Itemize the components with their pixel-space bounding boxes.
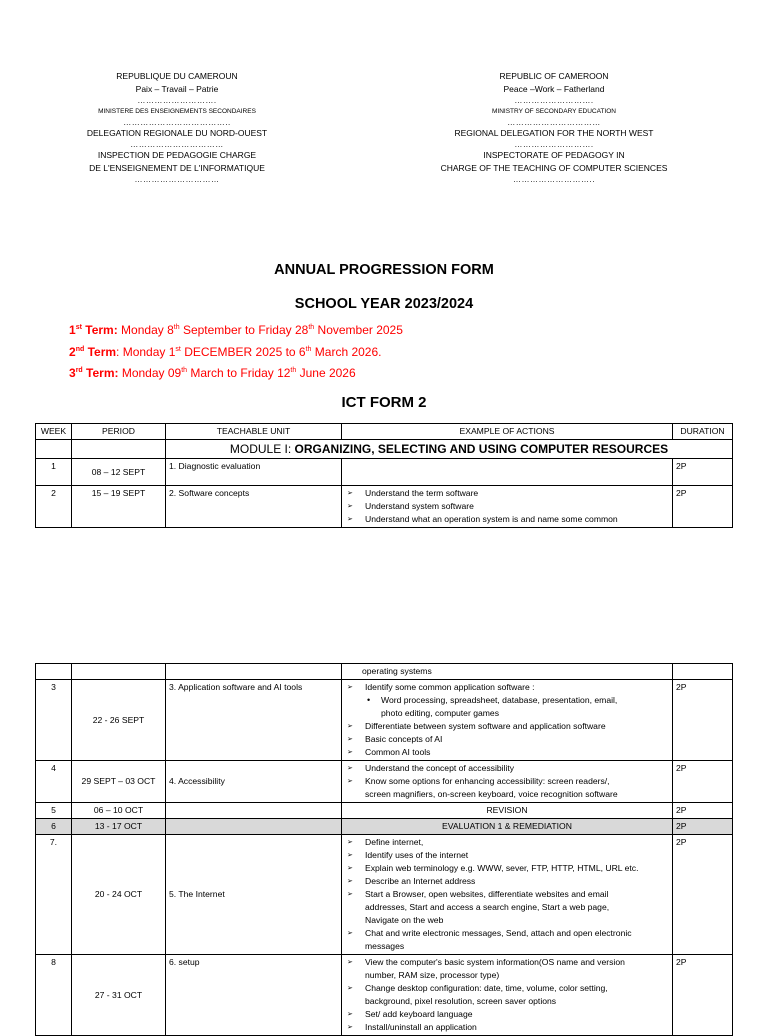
- ministry-fr: MINISTERE DES ENSEIGNEMENTS SECONDAIRES: [98, 108, 256, 115]
- header-period: PERIOD: [72, 424, 166, 440]
- period-cell: 27 - 31 OCT: [72, 955, 166, 1036]
- progression-table-page2: [35, 663, 733, 1036]
- period-cell: 08 – 12 SEPT: [72, 459, 166, 486]
- term-suffix: nd: [75, 346, 85, 353]
- list-item: ➢ Install/uninstall an application: [345, 1021, 669, 1034]
- list-item: ➢ View the computer's basic system information(OS name and version: [345, 956, 669, 969]
- document-title: ANNUAL PROGRESSION FORM: [274, 262, 494, 278]
- date-suffix: th: [173, 324, 180, 331]
- actions-cell: [342, 835, 673, 955]
- inspectorate-en-1: INSPECTORATE OF PEDAGOGY IN: [483, 150, 625, 160]
- duration-cell: 2P: [673, 819, 733, 835]
- period-cell: 29 SEPT – 03 OCT: [72, 761, 166, 803]
- table-row: [36, 459, 733, 486]
- duration-cell: 2P: [673, 835, 733, 955]
- list-item: ➢ Differentiate between system software and application software: [345, 720, 669, 733]
- separator-dots: ……………………………: [130, 140, 224, 149]
- period-cell: 22 - 26 SEPT: [72, 680, 166, 761]
- unit-cell: 4. Accessibility: [166, 761, 342, 803]
- header-unit: TEACHABLE UNIT: [166, 424, 342, 440]
- unit-cell: 6. setup: [166, 955, 342, 1036]
- term-text: March to Friday 12: [187, 366, 291, 380]
- actions-cell: [342, 486, 673, 528]
- period-cell: 06 – 10 OCT: [72, 803, 166, 819]
- unit-cell: 3. Application software and AI tools: [166, 680, 342, 761]
- term-text: Monday 09: [118, 366, 182, 380]
- list-item: ➢ Start a Browser, open websites, differentiate websites and email: [345, 888, 669, 901]
- module-prefix: MODULE I:: [229, 442, 295, 456]
- ministry-en: MINISTRY OF SECONDARY EDUCATION: [491, 108, 616, 115]
- term-text: March 2026.: [311, 345, 382, 359]
- term-text: : Monday 1: [116, 345, 176, 359]
- header-left: [47, 70, 307, 184]
- evaluation-label: EVALUATION 1 & REMEDIATION: [342, 819, 673, 835]
- date-suffix: st: [175, 346, 181, 353]
- continued-text: operating systems: [342, 664, 673, 680]
- separator-dots: …………………………: [134, 175, 220, 184]
- date-suffix: th: [290, 367, 297, 374]
- week-cell: 1: [36, 459, 72, 486]
- week-cell: 8: [36, 955, 72, 1036]
- date-suffix: th: [308, 324, 315, 331]
- motto-fr: Paix – Travail – Patrie: [135, 84, 219, 94]
- term-number: 2: [69, 345, 76, 359]
- module-title: [166, 440, 733, 459]
- term-text: Monday 8: [117, 323, 174, 337]
- motto-en: Peace –Work – Fatherland: [503, 84, 605, 94]
- week-cell: 2: [36, 486, 72, 528]
- table-row: [36, 955, 733, 1036]
- school-year: SCHOOL YEAR 2023/2024: [294, 296, 474, 312]
- list-item-cont: screen magnifiers, on-screen keyboard, voice recognition software: [365, 789, 618, 799]
- duration-cell: 2P: [673, 680, 733, 761]
- separator-dots: ………………………..: [513, 175, 595, 184]
- period-cell: 15 – 19 SEPT: [72, 486, 166, 528]
- table-row: [36, 486, 733, 528]
- term-2: [69, 345, 382, 359]
- term-number: 3: [69, 366, 76, 380]
- table-row: [36, 803, 733, 819]
- list-item-cont: messages: [365, 941, 405, 951]
- actions-cell: [342, 955, 673, 1036]
- list-item: ➢ Understand what an operation system is and name some common: [345, 513, 669, 526]
- list-item: ➢ Chat and write electronic messages, Send, attach and open electronic: [345, 927, 669, 940]
- separator-dots: ………………………………..: [123, 118, 231, 127]
- duration-cell: 2P: [673, 459, 733, 486]
- table-row: [36, 819, 733, 835]
- separator-dots: ……………………….: [514, 96, 594, 105]
- term-label: Term: [87, 345, 117, 359]
- country-name-en: REPUBLIC OF CAMEROON: [499, 71, 609, 81]
- inspection-fr-1: INSPECTION DE PEDAGOGIE CHARGE: [97, 150, 257, 160]
- list-item: ➢ Common AI tools: [345, 746, 669, 759]
- list-item: ➢ Understand system software: [345, 500, 669, 513]
- term-text: November 2025: [314, 323, 403, 337]
- term-text: June 2026: [296, 366, 356, 380]
- unit-cell: 1. Diagnostic evaluation: [166, 459, 342, 486]
- list-subitem-cont: photo editing, computer games: [381, 708, 499, 718]
- duration-cell: 2P: [673, 955, 733, 1036]
- week-cell: 6: [36, 819, 72, 835]
- list-item-cont: Navigate on the web: [365, 915, 444, 925]
- duration-cell: 2P: [673, 486, 733, 528]
- date-suffix: th: [181, 367, 188, 374]
- week-cell: 3: [36, 680, 72, 761]
- list-item: ➢ Basic concepts of AI: [345, 733, 669, 746]
- list-item: ➢ Explain web terminology e.g. WWW, sever, FTP, HTTP, HTML, URL etc.: [345, 862, 669, 875]
- term-1: [69, 323, 403, 337]
- progression-table-page1: [35, 423, 733, 528]
- list-item: ➢ Understand the term software: [345, 487, 669, 500]
- term-suffix: st: [75, 324, 82, 331]
- list-item: ➢ Identify uses of the internet: [345, 849, 669, 862]
- term-text: DECEMBER 2025 to 6: [180, 345, 306, 359]
- period-cell: 20 - 24 OCT: [72, 835, 166, 955]
- list-item: ➢ Define internet,: [345, 836, 669, 849]
- module-row: [36, 440, 733, 459]
- list-item: ➢ Change desktop configuration: date, time, volume, color setting,: [345, 982, 669, 995]
- inspection-fr-2: DE L'ENSEIGNEMENT DE L'INFORMATIQUE: [89, 163, 265, 173]
- actions-cell: [342, 761, 673, 803]
- date-suffix: th: [305, 346, 312, 353]
- duration-cell: 2P: [673, 761, 733, 803]
- table-row: [36, 680, 733, 761]
- week-cell: 5: [36, 803, 72, 819]
- list-item: ➢ Set/ add keyboard language: [345, 1008, 669, 1021]
- actions-cell: [342, 680, 673, 761]
- list-item-cont: background, pixel resolution, screen saver options: [365, 996, 557, 1006]
- period-cell: 13 - 17 OCT: [72, 819, 166, 835]
- inspectorate-en-2: CHARGE OF THE TEACHING OF COMPUTER SCIENCES: [440, 163, 668, 173]
- list-item-cont: number, RAM size, processor type): [365, 970, 500, 980]
- list-item: ➢ Describe an Internet address: [345, 875, 669, 888]
- separator-dots: ……………………………: [507, 118, 601, 127]
- separator-dots: ……………………….: [137, 96, 217, 105]
- list-item-cont: addresses, Start and access a search engine, Start a web page,: [365, 902, 610, 912]
- country-name-fr: REPUBLIQUE DU CAMEROUN: [116, 71, 238, 81]
- form-title: ICT FORM 2: [341, 394, 427, 411]
- header-week: WEEK: [36, 424, 72, 440]
- continued-row: [36, 664, 733, 680]
- header-right: [424, 70, 684, 184]
- header-duration: DURATION: [673, 424, 733, 440]
- separator-dots: ……………………….: [514, 140, 594, 149]
- week-cell: 4: [36, 761, 72, 803]
- delegation-en: REGIONAL DELEGATION FOR THE NORTH WEST: [454, 128, 654, 138]
- list-item: ➢ Know some options for enhancing accessibility: screen readers/,: [345, 775, 669, 788]
- list-item: ➢ Identify some common application software :: [345, 681, 669, 694]
- week-cell: 7.: [36, 835, 72, 955]
- list-item: ➢ Understand the concept of accessibility: [345, 762, 669, 775]
- unit-cell: 5. The Internet: [166, 835, 342, 955]
- term-number: 1: [69, 323, 76, 337]
- duration-cell: 2P: [673, 803, 733, 819]
- actions-cell: [342, 459, 673, 486]
- list-subitem: • Word processing, spreadsheet, database, presentation, email,: [345, 694, 669, 707]
- delegation-fr: DELEGATION REGIONALE DU NORD-OUEST: [86, 128, 268, 138]
- module-name: ORGANIZING, SELECTING AND USING COMPUTER RESOURCES: [294, 442, 669, 456]
- table-row: [36, 835, 733, 955]
- unit-cell: 2. Software concepts: [166, 486, 342, 528]
- header-actions: EXAMPLE OF ACTIONS: [342, 424, 673, 440]
- table-header-row: [36, 424, 733, 440]
- term-suffix: rd: [75, 367, 83, 374]
- term-text: September to Friday 28: [179, 323, 309, 337]
- term-label: Term:: [85, 323, 118, 337]
- revision-label: REVISION: [342, 803, 673, 819]
- table-row: [36, 761, 733, 803]
- term-3: [69, 366, 356, 380]
- term-label: Term:: [86, 366, 119, 380]
